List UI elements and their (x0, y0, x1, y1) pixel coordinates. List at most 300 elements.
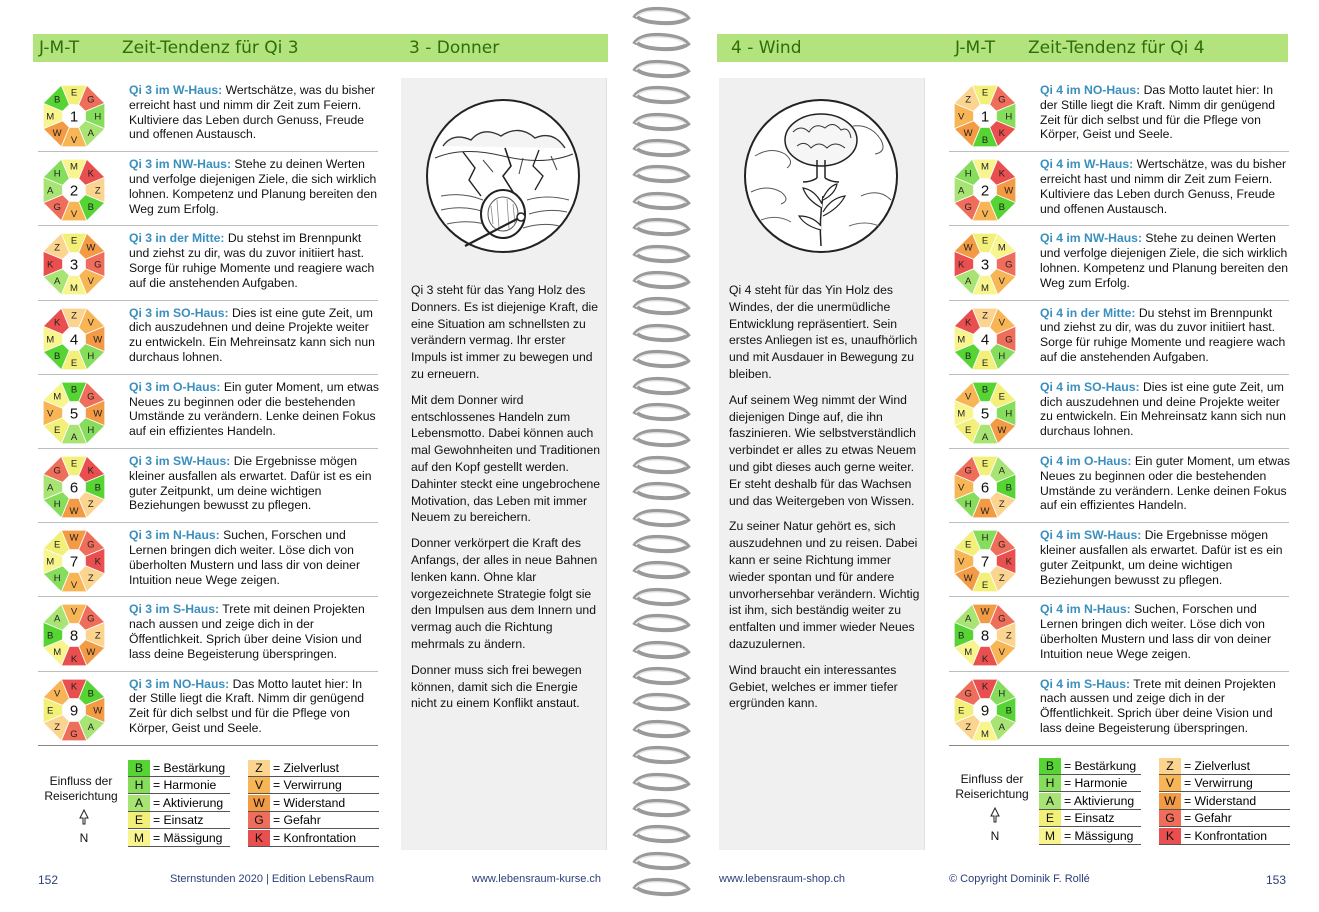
legend-swatch: E (128, 812, 150, 828)
spiral-ring (630, 798, 692, 818)
legend-row (128, 760, 230, 777)
left-entry-row (38, 672, 378, 746)
legend-row (1159, 810, 1290, 827)
octagon-sector-letter: E (981, 87, 989, 99)
entry-text (129, 454, 379, 513)
octagon-sector-letter: A (958, 185, 965, 197)
octagon-sector-letter: Z (1005, 630, 1012, 642)
spiral-ring (630, 877, 692, 897)
octagon-center-number: 8 (980, 627, 990, 645)
legend-row (248, 795, 379, 812)
entry-heading: Qi 3 im N-Haus: (129, 528, 220, 543)
spiral-ring (630, 349, 692, 369)
entry-text (1040, 454, 1290, 513)
entry-text (129, 306, 379, 365)
entry-heading: Qi 3 im NO-Haus: (129, 676, 230, 691)
octagon-sector-letter: G (964, 202, 972, 214)
octagon-sector-letter: V (998, 647, 1006, 659)
right-entry-row (949, 78, 1289, 152)
entry-heading: Qi 3 im S-Haus: (129, 602, 220, 617)
octagon-sector-letter: W (93, 704, 103, 716)
octagon-sector-letter: B (981, 384, 989, 396)
octagon-sector-letter: H (964, 168, 972, 180)
legend-label: = Einsatz (153, 813, 204, 828)
spiral-ring (630, 217, 692, 237)
spiral-ring (630, 745, 692, 765)
legend-swatch: B (1039, 758, 1061, 774)
octagon-sector-letter: B (958, 630, 965, 642)
north-label: N (79, 831, 89, 845)
octagon-sector-letter: M (70, 161, 78, 173)
octagon-center-number: 5 (980, 405, 990, 423)
octagon-sector-letter: Z (998, 573, 1005, 585)
spiral-ring (630, 244, 692, 264)
entry-text (129, 602, 379, 661)
octagon-sector-letter: B (1005, 704, 1012, 716)
octagon-sector-letter: E (70, 458, 78, 470)
octagon-sector-letter: A (87, 721, 95, 733)
right-header-bar (717, 34, 1288, 62)
octagon-sector-letter: B (47, 630, 54, 642)
octagon-sector-letter: G (94, 259, 102, 271)
octagon-sector-letter: V (47, 408, 54, 420)
thunder-drum-illustration (423, 96, 583, 256)
legend-row (1159, 758, 1290, 775)
legend-swatch: A (128, 795, 150, 811)
octagon-sector-letter: Z (54, 721, 61, 733)
legend-row (1159, 793, 1290, 810)
octagon-sector-letter: H (964, 499, 972, 511)
entry-body: Das Motto lautet hier: In der Stille liegt die Kraft. Nimm dir genügend Zeit für dich selbst und für die Pflege von Körper, Geist und Seele. (1040, 83, 1276, 142)
octagon-sector-letter: H (53, 168, 61, 180)
octagon-compass-diagram (951, 230, 1019, 298)
legend-row (248, 777, 379, 794)
octagon-compass-diagram (40, 305, 108, 373)
entry-body: Trete mit deinen Projekten nach aussen und zeige dich in der Öffentlichkeit. Sprich über deine Vision und lass deine Begeisterung überspringen. (129, 602, 365, 661)
legend-swatch: Z (248, 760, 270, 776)
octagon-sector-letter: A (998, 465, 1006, 477)
entry-heading: Qi 4 im N-Haus: (1040, 602, 1131, 617)
octagon-sector-letter: G (1005, 259, 1013, 271)
entry-text (1040, 83, 1290, 142)
octagon-compass-diagram (951, 453, 1019, 521)
octagon-sector-letter: E (998, 391, 1006, 403)
octagon-sector-letter: M (997, 242, 1006, 254)
entry-heading: Qi 3 im O-Haus: (129, 379, 221, 394)
left-header-bar (33, 34, 608, 62)
octagon-sector-letter: A (998, 721, 1006, 733)
octagon-sector-letter: M (981, 161, 989, 173)
octagon-sector-letter: V (70, 135, 78, 147)
entry-heading: Qi 4 im O-Haus: (1040, 453, 1132, 468)
octagon-sector-letter: E (53, 424, 61, 436)
octagon-sector-letter: H (53, 499, 61, 511)
octagon-compass-diagram (40, 379, 108, 447)
entry-body: Das Motto lautet hier: In der Stille liegt die Kraft. Nimm dir genügend Zeit für dich selbst und für die Pflege von Körper, Geist und Seele. (129, 676, 365, 735)
entry-heading: Qi 3 im SW-Haus: (129, 453, 231, 468)
octagon-compass-diagram (951, 156, 1019, 224)
octagon-sector-letter: V (958, 482, 965, 494)
octagon-sector-letter: M (46, 111, 55, 123)
entry-body: Suchen, Forschen und Lernen bringen dich weiter. Löse dich von überholten Mustern und lass dir von deiner Intuition neue Wege zeigen. (1040, 602, 1272, 661)
octagon-sector-letter: W (86, 647, 96, 659)
octagon-sector-letter: B (53, 350, 61, 362)
octagon-sector-letter: B (53, 94, 61, 106)
right-description-paragraph: Wind braucht ein interessantes Gebiet, welches er immer tiefer ergründen kann. (729, 662, 898, 711)
entry-body: Ein guter Moment, um etwas Neues zu beginnen oder die bestehenden Umstände zu verändern. Lenke deinen Fokus auf ein effizientes Handeln. (129, 379, 379, 439)
octagon-sector-letter: W (963, 128, 973, 140)
entry-heading: Qi 4 in der Mitte: (1040, 305, 1136, 320)
entry-body: Ein guter Moment, um etwas Neues zu beginnen oder die bestehenden Umstände zu verändern. Lenke deinen Fokus auf ein effizientes Handeln. (1040, 453, 1290, 513)
octagon-center-number: 6 (980, 479, 990, 497)
octagon-compass-diagram (40, 527, 108, 595)
octagon-sector-letter: W (86, 242, 96, 254)
spiral-ring (630, 191, 692, 211)
entry-text (129, 528, 379, 587)
spiral-ring (630, 402, 692, 422)
octagon-sector-letter: G (964, 688, 972, 700)
octagon-sector-letter: K (981, 654, 989, 666)
legend-label: = Widerstand (273, 795, 346, 810)
octagon-sector-letter: M (957, 333, 966, 345)
left-page-number: 152 (38, 873, 59, 887)
octagon-center-number: 7 (980, 553, 990, 571)
octagon-sector-letter: Z (87, 499, 94, 511)
entry-heading: Qi 4 im S-Haus: (1040, 676, 1131, 691)
legend-label: = Widerstand (1184, 793, 1257, 808)
left-description-text (411, 282, 603, 721)
octagon-sector-letter: E (47, 704, 54, 716)
legend-swatch: M (1039, 828, 1061, 844)
spiral-ring (630, 481, 692, 501)
spiral-ring (630, 138, 692, 158)
entry-body: Du stehst im Brennpunkt und ziehst zu dir, was du zuvor initiiert hast. Sorge für ruhige Momente und reagiere wach auf die anstehenden Aufgaben. (129, 231, 375, 290)
legend-row (1039, 828, 1141, 845)
legend-swatch: G (248, 812, 270, 828)
octagon-sector-letter: E (53, 539, 61, 551)
octagon-compass-diagram (951, 82, 1019, 150)
right-entry-row (949, 449, 1289, 523)
entry-text (1040, 528, 1290, 587)
octagon-center-number: 8 (69, 627, 79, 645)
octagon-center-number: 4 (980, 331, 990, 349)
octagon-sector-letter: V (53, 688, 61, 700)
right-description-paragraph: Zu seiner Natur gehört es, sich auszudehnen und zu reisen. Dabei kann er seine Richtung immer wieder spontan und für andere unvorhersehbar verändern. Wichtig ist ihm, sich beständig weiter zu entfalten und immer wieder Neues dazuzulernen. (729, 519, 920, 651)
spiral-ring (630, 270, 692, 290)
octagon-sector-letter: K (47, 259, 54, 271)
left-description-paragraph: Donner verkörpert die Kraft des Anfangs, der alles in neue Bahnen lenken kann. Ohne klar vorgezeichnete Strategie folgt sie den Impulsen aus dem Innern und vermag auch die Richtung mehrmals zu ändern. (411, 536, 598, 651)
left-footer-url[interactable]: www.lebensraum-kurse.ch (472, 873, 601, 885)
octagon-sector-letter: M (53, 391, 62, 403)
spiral-ring (630, 666, 692, 686)
entry-text (1040, 602, 1290, 661)
entry-body: Du stehst im Brennpunkt und ziehst zu dir, was du zuvor initiiert hast. Sorge für ruhige Momente und reagiere wach auf die anstehenden Aufgaben. (1040, 305, 1286, 364)
octagon-compass-diagram (951, 601, 1019, 669)
legend-row (248, 830, 379, 847)
entry-body: Wertschätze, was du bisher erreicht hast und nimm dir Zeit zum Feiern. Kultiviere das Leben durch Genuss, Freude und offenen Austausch. (129, 83, 376, 142)
entry-text (1040, 677, 1290, 736)
legend-label: = Gefahr (273, 813, 321, 828)
octagon-sector-letter: B (1005, 482, 1012, 494)
right-header-title: Zeit-Tendenz für Qi 4 (1028, 38, 1205, 58)
octagon-sector-letter: M (46, 333, 55, 345)
octagon-compass-diagram (951, 676, 1019, 744)
octagon-sector-letter: K (70, 681, 78, 693)
left-entry-row (38, 523, 378, 597)
legend-label: = Mässigung (153, 830, 223, 845)
octagon-sector-letter: M (53, 647, 62, 659)
octagon-sector-letter: W (980, 506, 990, 518)
entry-heading: Qi 4 im W-Haus: (1040, 157, 1134, 172)
legend-swatch: B (128, 760, 150, 776)
octagon-compass-diagram (40, 601, 108, 669)
legend-caption: Einfluss der Reiserichtung (955, 772, 1029, 801)
octagon-sector-letter: M (957, 408, 966, 420)
right-description-text (729, 282, 921, 721)
left-header-code: J-M-T (39, 38, 80, 58)
octagon-sector-letter: Z (998, 499, 1005, 511)
octagon-sector-letter: Z (71, 310, 77, 322)
spiral-ring (630, 772, 692, 792)
spiral-ring (630, 32, 692, 52)
octagon-sector-letter: K (1005, 556, 1012, 568)
legend-swatch: W (248, 795, 270, 811)
octagon-sector-letter: K (53, 317, 61, 329)
octagon-sector-letter: V (958, 111, 965, 123)
legend-swatch: H (1039, 775, 1061, 791)
spiral-ring (630, 323, 692, 343)
entry-text (1040, 380, 1290, 439)
octagon-sector-letter: E (981, 458, 989, 470)
entry-body: Wertschätze, was du bisher erreicht hast und nimm dir Zeit zum Feiern. Kultiviere das Leben durch Genuss, Freude und offenen Austausch. (1040, 157, 1287, 216)
octagon-sector-letter: E (981, 235, 989, 247)
octagon-sector-letter: H (1005, 408, 1013, 420)
octagon-center-number: 1 (69, 108, 79, 126)
spiral-ring (630, 455, 692, 475)
left-entry-row (38, 152, 378, 226)
entry-body: Die Ergebnisse mögen kleiner ausfallen als erwartet. Dafür ist es ein guter Zeitpunkt, um deine wichtigen Beziehungen bewusst zu pflegen. (1040, 528, 1283, 587)
octagon-sector-letter: B (87, 202, 95, 214)
spiral-ring (630, 428, 692, 448)
octagon-sector-letter: H (1005, 111, 1013, 123)
octagon-sector-letter: A (981, 431, 989, 443)
octagon-sector-letter: K (70, 654, 78, 666)
octagon-sector-letter: K (998, 168, 1006, 180)
spiral-ring (630, 560, 692, 580)
entry-heading: Qi 3 im NW-Haus: (129, 157, 232, 172)
octagon-sector-letter: V (70, 580, 78, 592)
octagon-sector-letter: Z (965, 721, 972, 733)
spiral-ring (630, 85, 692, 105)
legend-row (248, 760, 379, 777)
right-description-paragraph: Qi 4 steht für das Yin Holz des Windes, der die unermüdliche Entwicklung repräsentiert. Sein erstes Anliegen ist es, unaufhörlich und mit Ausdauer in Bewegung zu bleiben. (729, 283, 918, 381)
octagon-sector-letter: A (47, 185, 54, 197)
legend-swatch: A (1039, 793, 1061, 809)
spiral-ring (630, 164, 692, 184)
octagon-sector-letter: K (94, 556, 101, 568)
octagon-center-number: 2 (980, 182, 990, 200)
octagon-center-number: 2 (69, 182, 79, 200)
octagon-sector-letter: V (998, 317, 1006, 329)
right-page-number: 153 (1266, 873, 1287, 887)
right-description-panel (719, 78, 925, 850)
entry-heading: Qi 4 im NO-Haus: (1040, 83, 1141, 97)
left-header-title: Zeit-Tendenz für Qi 3 (122, 38, 299, 58)
left-description-panel (401, 78, 607, 850)
octagon-compass-diagram (40, 676, 108, 744)
octagon-sector-letter: V (981, 209, 989, 221)
octagon-sector-letter: E (981, 580, 989, 592)
octagon-compass-diagram (951, 527, 1019, 595)
legend-row (128, 777, 230, 794)
octagon-sector-letter: Z (965, 94, 972, 106)
legend-swatch: H (128, 777, 150, 793)
entry-text (1040, 231, 1290, 290)
entry-heading: Qi 3 in der Mitte: (129, 231, 225, 246)
spiral-ring (630, 6, 692, 26)
octagon-sector-letter: W (93, 408, 103, 420)
octagon-sector-letter: W (980, 606, 990, 618)
left-page (0, 0, 620, 912)
right-header-hexagram: 4 - Wind (731, 38, 802, 58)
octagon-compass-diagram (40, 156, 108, 224)
legend-swatch: K (248, 830, 270, 846)
spiral-ring (630, 824, 692, 844)
legend-row (248, 812, 379, 829)
octagon-sector-letter: W (93, 333, 103, 345)
octagon-sector-letter: B (998, 202, 1006, 214)
octagon-sector-letter: Z (54, 242, 61, 254)
legend-label: = Zielverlust (1184, 759, 1251, 773)
left-description-paragraph: Donner muss sich frei bewegen können, damit sich die Energie nicht zu einem Konflikt anstaut. (411, 662, 582, 711)
octagon-sector-letter: B (70, 384, 78, 396)
left-entry-row (38, 226, 378, 300)
octagon-compass-diagram (951, 379, 1019, 447)
octagon-sector-letter: A (47, 482, 54, 494)
octagon-sector-letter: K (87, 168, 95, 180)
right-entry-row (949, 226, 1289, 300)
legend-label: = Gefahr (1184, 811, 1232, 826)
octagon-sector-letter: G (998, 539, 1006, 551)
wind-tree-illustration (741, 96, 901, 256)
legend-label: = Zielverlust (273, 761, 340, 775)
right-footer-url[interactable]: www.lebensraum-shop.ch (719, 873, 845, 885)
right-page (699, 0, 1319, 912)
octagon-sector-letter: M (964, 647, 973, 659)
octagon-sector-letter: G (53, 465, 61, 477)
legend-row (1039, 758, 1141, 775)
legend-row (1159, 775, 1290, 792)
octagon-sector-letter: G (87, 391, 95, 403)
octagon-sector-letter: B (94, 482, 101, 494)
octagon-center-number: 4 (69, 331, 79, 349)
right-entry-row (949, 301, 1289, 375)
north-arrow-icon (74, 808, 94, 845)
entry-text (129, 157, 379, 216)
octagon-center-number: 5 (69, 405, 79, 423)
octagon-sector-letter: E (70, 87, 78, 99)
octagon-sector-letter: A (70, 431, 78, 443)
octagon-sector-letter: H (87, 424, 95, 436)
right-footer-copyright: © Copyright Dominik F. Rollé (949, 873, 1090, 885)
octagon-center-number: 3 (980, 256, 990, 274)
right-entry-list (949, 78, 1289, 746)
octagon-sector-letter: V (70, 209, 78, 221)
octagon-sector-letter: W (52, 128, 62, 140)
octagon-sector-letter: V (70, 606, 78, 618)
octagon-sector-letter: W (1004, 185, 1014, 197)
legend-label: = Aktivierung (153, 795, 224, 810)
legend-label: = Einsatz (1064, 811, 1115, 826)
octagon-sector-letter: A (964, 613, 972, 625)
octagon-sector-letter: Z (94, 630, 101, 642)
octagon-sector-letter: K (981, 681, 989, 693)
legend-row (1039, 810, 1141, 827)
legend-label: = Bestärkung (1064, 759, 1137, 773)
entry-body: Die Ergebnisse mögen kleiner ausfallen als erwartet. Dafür ist es ein guter Zeitpunkt, um deine wichtigen Beziehungen bewusst zu pflegen. (129, 453, 372, 513)
legend-row (128, 795, 230, 812)
octagon-sector-letter: M (70, 283, 78, 295)
octagon-sector-letter: H (981, 532, 989, 544)
right-entry-row (949, 375, 1289, 449)
spiral-ring (630, 613, 692, 633)
left-description-paragraph: Qi 3 steht für das Yang Holz des Donners. Es ist diejenige Kraft, die eine Situation am schnellsten zu verändern vermag. Ihr erster Impuls ist immer zu bewegen und zu erneuern. (411, 283, 598, 381)
spiral-ring (630, 296, 692, 316)
octagon-sector-letter: A (53, 613, 61, 625)
entry-body: Stehe zu deinen Werten und verfolge diejenigen Ziele, die sich wirklich lohnen. Kompetenz und Planung bereiten den Weg zum Erfolg. (1040, 231, 1289, 290)
octagon-sector-letter: G (53, 202, 61, 214)
octagon-center-number: 6 (69, 479, 79, 497)
entry-text (129, 231, 379, 290)
right-entry-row (949, 152, 1289, 226)
legend-swatch: V (1159, 775, 1181, 791)
octagon-sector-letter: G (87, 539, 95, 551)
left-entry-row (38, 78, 378, 152)
legend-swatch: K (1159, 828, 1181, 844)
octagon-sector-letter: E (964, 424, 972, 436)
entry-body: Dies ist eine gute Zeit, um dich auszudehnen und deine Projekte weiter zu entwickeln. Ein Mehreinsatz kann sich nun durchaus lohnen. (129, 305, 375, 364)
legend-caption: Einfluss der Reiserichtung (44, 774, 118, 803)
octagon-sector-letter: V (87, 276, 95, 288)
octagon-sector-letter: Z (87, 573, 94, 585)
left-footer-edition: Sternstunden 2020 | Edition LebensRaum (170, 873, 375, 885)
octagon-sector-letter: B (87, 688, 95, 700)
octagon-sector-letter: A (964, 276, 972, 288)
octagon-sector-letter: V (964, 391, 972, 403)
entry-text (129, 380, 379, 439)
left-header-hexagram: 3 - Donner (409, 38, 500, 58)
octagon-sector-letter: G (87, 613, 95, 625)
entry-body: Stehe zu deinen Werten und verfolge diejenigen Ziele, die sich wirklich lohnen. Kompetenz und Planung bereiten den Weg zum Erfolg. (129, 157, 378, 216)
entry-body: Trete mit deinen Projekten nach aussen und zeige dich in der Öffentlichkeit. Sprich über deine Vision und lass deine Begeisterung überspringen. (1040, 676, 1276, 735)
octagon-sector-letter: W (997, 424, 1007, 436)
entry-text (129, 83, 379, 142)
octagon-sector-letter: A (87, 128, 95, 140)
octagon-sector-letter: H (87, 350, 95, 362)
octagon-sector-letter: G (70, 728, 78, 740)
spiral-ring (630, 508, 692, 528)
octagon-center-number: 3 (69, 256, 79, 274)
legend-label: = Verwirrung (1184, 776, 1253, 791)
octagon-sector-letter: V (958, 556, 965, 568)
legend-label: = Harmonie (153, 778, 217, 793)
octagon-sector-letter: M (981, 283, 989, 295)
octagon-sector-letter: A (53, 276, 61, 288)
octagon-sector-letter: G (964, 465, 972, 477)
octagon-sector-letter: H (998, 688, 1006, 700)
legend-label: = Harmonie (1064, 776, 1128, 791)
entry-body: Suchen, Forschen und Lernen bringen dich weiter. Löse dich von überholten Mustern und lass dir von deiner Intuition neue Wege zeigen. (129, 528, 361, 587)
